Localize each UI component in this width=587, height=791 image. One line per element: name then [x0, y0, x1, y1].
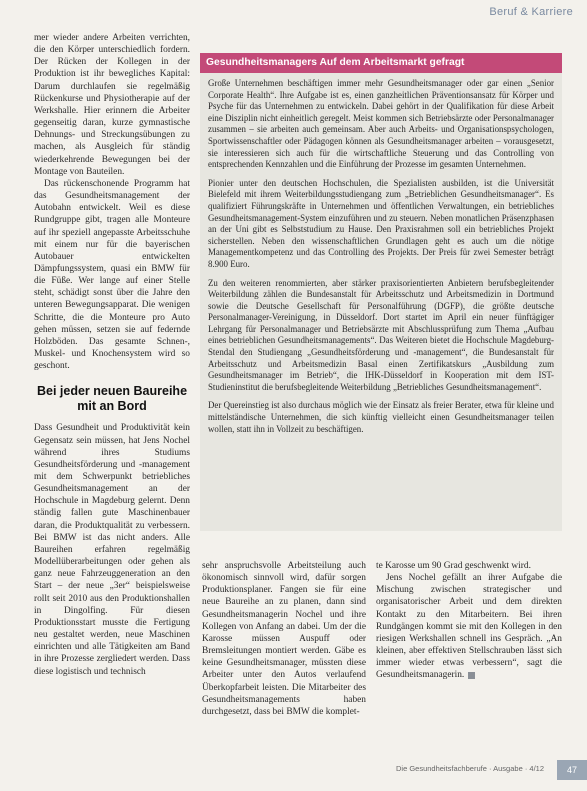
end-mark-icon — [468, 672, 475, 679]
info-box — [200, 53, 562, 531]
paragraph: Pionier unter den deutschen Hochschulen, die Spezialisten ausbilden, ist die Universität Bielefeld mit ihrem Weiterbildungsstudiengang zum „Betrieblichen Gesundheitsmanager“. Es qualifiziert Führungskräfte in Unternehmen und öffentlichen Verwaltungen, ein betriebliches Gesundheitsmanagement-System einzuführen und zu steuern. Neben monatlichen Präsenzphasen an der Uni gibt es Selbststudium zu Hause. Den Praxisrahmen soll ein betriebliches Projekt sicherstellen. Neben den wissenschaftlichen Grundlagen geht es auch um die nötige Managementkompetenz und das Controlling des Projekts. Der Preis für zwei Semester beträgt 8.900 Euro. — [208, 177, 554, 269]
info-box-title: Gesundheitsmanagers Auf dem Arbeitsmarkt gefragt — [200, 53, 562, 73]
column-3 — [376, 560, 562, 682]
paragraph: Dass Gesundheit und Produktivität kein Gegensatz sein müssen, hat Jens Nochel während ihres Studiums Gesundheitsförderung und -management mit dem Schwerpunkt betriebliches Gesundheitsmanagement an der Hochschule in Magdeburg gelernt. Denn ständig fallen gute Maschinenbauer daran, die Produktqualität zu verbessern. Bei BMW ist das nicht anders. Alle Baureihen erfahren regelmäßig Modellüberarbeitungen oder gehen als ganz neue Fahrzeuggeneration an den Start – der neue „3er“ beispielsweise rollt seit 2010 aus den Produktionshallen in Dingolfing. Für diesen Produktionsstart musste die Fertigung neu gestaltet werden, neue Maschinen einrichten und alle Tätigkeiten am Band in ihre Prozesse zergliedert werden. Dass diese logistisch und technisch — [34, 423, 190, 677]
page-number: 47 — [557, 760, 587, 780]
paragraph: Der Quereinstieg ist also durchaus möglich wie der Einsatz als freier Berater, etwa für kleine und mittelständische Unternehmen, die sich künftig vielleicht einen Gesundheitsmanager teilen wollen, statt ihn in Vollzeit zu beschäftigen. — [208, 400, 554, 434]
info-box-body — [200, 73, 562, 435]
footer-publication: Die Gesundheitsfachberufe · Ausgabe · 4/12 — [395, 764, 544, 773]
column-2 — [202, 560, 366, 718]
subheading: Bei jeder neuen Baureihe mit an Bord — [36, 384, 188, 414]
paragraph: Große Unternehmen beschäftigen immer mehr Gesundheitsmanager oder gar einen „Senior Corporate Health“. Ihre Aufgabe ist es, einen ganzheitlichen Präventionsansatz für Körper und Psyche für das Unternehmen zu entwickeln. Dabei gehört in der Qualifikation für diese Arbeit eine Disziplin nicht einheitlich geregelt. Meist kommen sich Betriebsärzte oder Personalmanager zusammen – sie arbeiten auch gemeinsam. Aber auch Arbeits- und Organisationspsychologen, Sportwissenschaftler oder Pädagogen können als Gesundheitsmanager arbeiten – vorausgesetzt, sie interessieren sich auch für die wirtschaftliche Steuerung und das Controlling von entsprechenden Kennzahlen und die Einführung der Prozesse im gesamten Unternehmen. — [208, 78, 554, 170]
paragraph — [376, 572, 562, 681]
paragraph: Das rückenschonende Programm hat das Gesundheitsmanagement der Autobahn entwickelt. Weil es diese Rundgruppe gibt, tragen alle Monteure auf ihr speziell angepasste Arbeitsschuhe mit einem nur für die bayerischen Autobauer entwickelten Dämpfungssystem, quasi ein BMW für die Füße. Wer lange auf einer Stelle steht, schädigt sonst über die Jahre den unteren Bewegungsapparat. Die wenigen Schritte, die die Monteure pro Auto gehen müssen, setzen sie auf federnde Holzböden. Das gesamte Schnen-, Muskel- und Knochensystem wird so geschont. — [34, 178, 190, 372]
paragraph-text: Jens Nochel gefällt an ihrer Aufgabe die Mischung zwischen strategischer und organisatorischer Arbeit und dem direkten Kontakt zu den Mitarbeitern. Bei ihren Rundgängen kommt sie mit den Kollegen in den riesigen Werkshallen schnell ins Gespräch. „An kleinen, aber effektiven Stellschrauben lässt sich immer wieder etwas verbessern“, sagt die Gesundheitsmanagerin. — [376, 573, 562, 681]
paragraph: sehr anspruchsvolle Arbeitsteilung auch ökonomisch sinnvoll wird, dafür sorgen Produktionsplaner. Fangen sie für eine neue Baureihe an zu planen, dann sind Gesundheitsmanagerin Nochel und ihre Kollegen von Anfang an dabei. Um der die Karosse müssen Auspuff oder Bremsleitungen montiert werden. Gäbe es keine Gesundheitsmanager, müssten diese Arbeiter unter den Autos verlaufend Überkopfarbeit leisten. Die Mitarbeiter des Gesundheitsmanagements haben durchgesetzt, dass bei BMW die komplet- — [202, 561, 366, 717]
paragraph: Zu den weiteren renommierten, aber stärker praxisorientierten Anbietern berufsbegleitender Weiterbildung zählen die Bundesanstalt für Arbeitsschutz und Arbeitsmedizin in Dortmund sowie die Deutsche Gesellschaft für Personalführung (DGFP), die größte deutsche Personalmanager-Vereinigung, in Düsseldorf. Dort startet im April ein neuer fünftägiger Lehrgang für Personalmanager und Betriebsärzte mit Abschlussprüfung zum Thema „Aufbau eines betrieblichen Gesundheitsmanagements“. Das Weiteren bietet die Hochschule Magdeburg-Stendal den Studiengang „Gesundheitsförderung und -management“, die Bundesanstalt für Arbeitsschutz und Arbeitsmedizin Basal einen Zertifikatskurs „Ausbildung zum Gesundheitsmanager im Betrieb“, die IHK-Düsseldorf in Kooperation mit dem IST-Studieninstitut die berufsbegleitende Weiterbildung „Betriebliches Gesundheitsmanagement“. — [208, 277, 554, 392]
left-column — [34, 32, 190, 678]
section-tag: Beruf & Karriere — [489, 6, 573, 18]
paragraph: te Karosse um 90 Grad geschwenkt wird. — [376, 561, 531, 571]
paragraph: mer wieder andere Arbeiten verrichten, die den Körper unterschiedlich fordern. Der Rücken der Kollegen in der Produktion ist ihr bewegliches Kapital: Darum durchlaufen sie regelmäßig Rückenkurse und Physiotherapie auf der Werkshalle. Hier erinnern die Arbeiter gegenseitig daran, kurze gymnastische Dehnungs- und Streckungsübungen zu machen, als Ausgleich für ständig wiederkehrende Bewegungen bei der Montage von Bauteilen. — [34, 33, 190, 177]
